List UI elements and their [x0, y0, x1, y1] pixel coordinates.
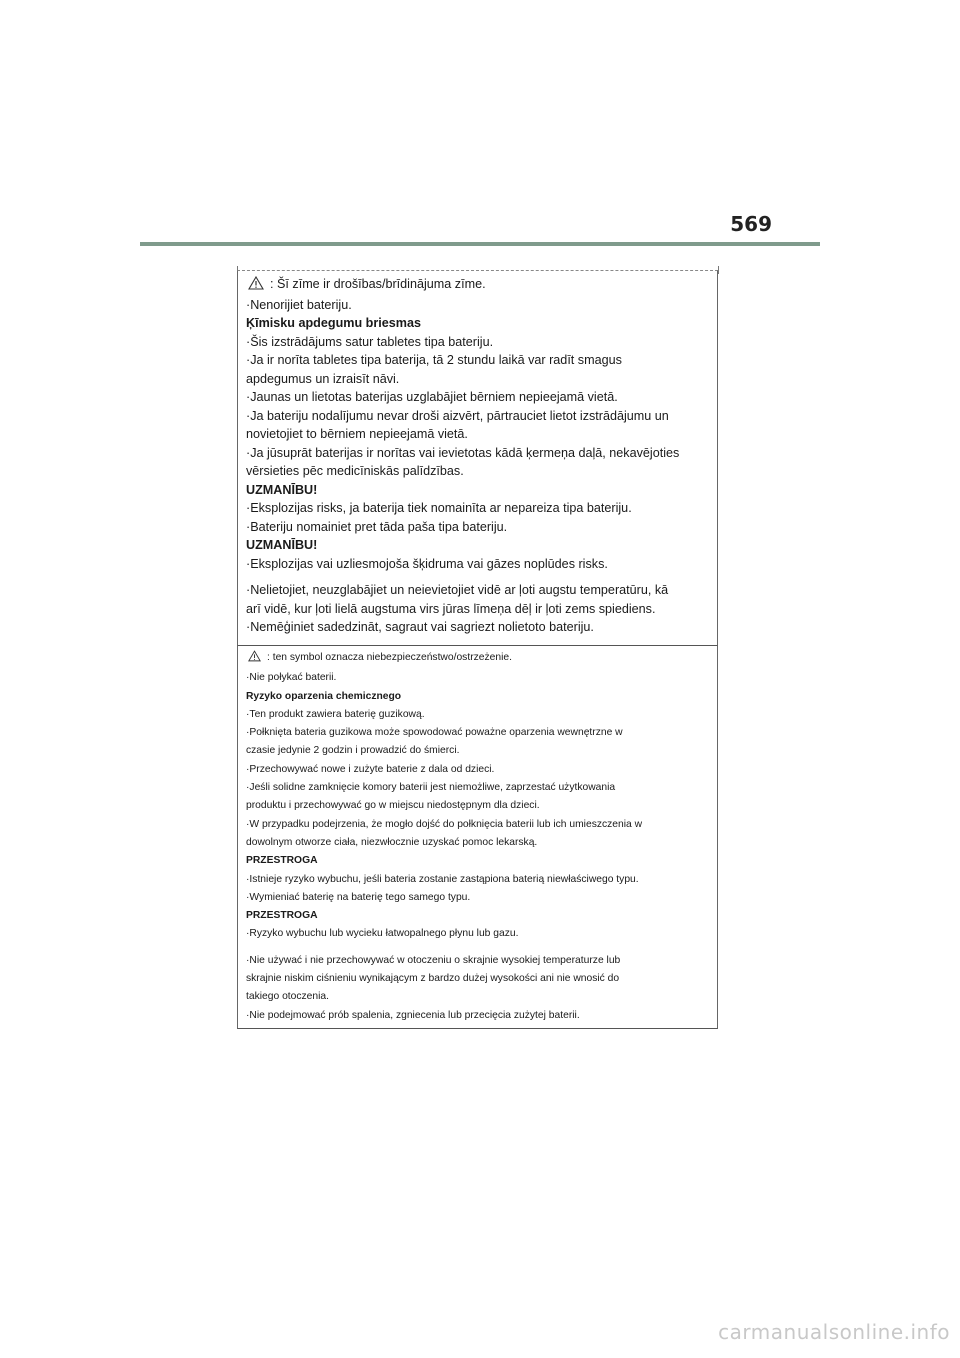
- text-line: ·Ja bateriju nodalījumu nevar droši aizvērt, pārtrauciet lietot izstrādājumu un: [246, 408, 669, 423]
- text-line: ·Wymieniać baterię na baterię tego samego typu.: [246, 891, 471, 903]
- text-line: ·Nie połykać baterii.: [246, 672, 337, 684]
- latvian-warning-content: [246, 275, 707, 637]
- text-line: ·Ryzyko wybuchu lub wycieku łatwopalnego płynu lub gazu.: [246, 928, 519, 940]
- watermark: carmanualsonline.info: [718, 1320, 950, 1344]
- text-line: ·Jeśli solidne zamknięcie komory baterii jest niemożliwe, zaprzestać użytkowania: [246, 782, 616, 794]
- text-line: ·Nenorijiet bateriju.: [246, 297, 352, 312]
- warning-triangle-icon: [248, 276, 264, 296]
- text-line: ·Nie używać i nie przechowywać w otoczeniu o skrajnie wysokiej temperaturze lub: [246, 954, 621, 966]
- text-line: produktu i przechowywać go w miejscu niedostępnym dla dzieci.: [246, 800, 540, 812]
- symbol-note-text: : ten symbol oznacza niebezpieczeństwo/ostrzeżenie.: [267, 652, 512, 663]
- latvian-warning-box: [237, 270, 718, 646]
- text-line: arī vidē, kur ļoti lielā augstuma virs jūras līmeņa dēļ ir ļoti zems spiediens.: [246, 601, 656, 616]
- page-number: 569: [730, 212, 772, 236]
- section-heading: Ryzyko oparzenia chemicznego: [246, 690, 402, 702]
- text-line: ·Nemēģiniet sadedzināt, sagraut vai sagriezt nolietoto bateriju.: [246, 620, 594, 634]
- spacer: [246, 573, 707, 581]
- polish-warning-box: [237, 646, 718, 1029]
- text-line: ·Jaunas un lietotas baterijas uzglabājiet bērniem nepieejamā vietā.: [246, 390, 618, 404]
- text-line: skrajnie niskim ciśnieniu wynikającym z bardzo dużej wysokości ani nie wnosić do: [246, 973, 620, 985]
- text-line: ·Šis izstrādājums satur tabletes tipa bateriju.: [246, 334, 494, 349]
- latvian-lines: [246, 296, 707, 637]
- spacer: [246, 944, 707, 952]
- text-line: ·Nie podejmować prób spalenia, zgniecenia lub przecięcia zużytej baterii.: [246, 1009, 580, 1021]
- header-rule: [140, 242, 820, 246]
- text-line: vērsieties pēc medicīniskās palīdzības.: [246, 464, 464, 478]
- corner-tick-right: [718, 266, 719, 274]
- text-line: ·Istnieje ryzyko wybuchu, jeśli bateria zostanie zastąpiona baterią niewłaściwego typu.: [246, 873, 639, 885]
- text-line: apdegumus un izraisīt nāvi.: [246, 371, 400, 386]
- text-line: ·Nelietojiet, neuzglabājiet un neievietojiet vidē ar ļoti augstu temperatūru, kā: [246, 583, 669, 597]
- polish-warning-content: [246, 649, 707, 1025]
- text-line: ·Ja ir norīta tabletes tipa baterija, tā 2 stundu laikā var radīt smagus: [246, 353, 622, 367]
- text-line: ·Bateriju nomainiet pret tāda paša tipa bateriju.: [246, 519, 508, 534]
- symbol-note-line: [246, 275, 707, 296]
- text-line: takiego otoczenia.: [246, 991, 330, 1003]
- text-line: ·Przechowywać nowe i zużyte baterie z dala od dzieci.: [246, 763, 495, 775]
- text-line: ·Ja jūsuprāt baterijas ir norītas vai ievietotas kādā ķermeņa daļā, nekavējoties: [246, 445, 680, 460]
- warning-triangle-icon: [248, 650, 261, 669]
- text-line: czasie jedynie 2 godzin i prowadzić do śmierci.: [246, 745, 460, 757]
- section-heading: PRZESTROGA: [246, 910, 318, 922]
- text-line: ·Eksplozijas risks, ja baterija tiek nomainīta ar nepareiza tipa bateriju.: [246, 501, 632, 515]
- polish-lines: [246, 669, 707, 1025]
- section-heading: UZMANĪBU!: [246, 482, 318, 497]
- text-line: novietojiet to bērniem nepieejamā vietā.: [246, 427, 468, 441]
- symbol-note-line: [246, 649, 707, 669]
- text-line: ·Eksplozijas vai uzliesmojoša šķidruma vai gāzes noplūdes risks.: [246, 556, 608, 571]
- text-line: ·Połknięta bateria guzikowa może spowodować poważne oparzenia wewnętrzne w: [246, 727, 623, 739]
- section-heading: Ķīmisku apdegumu briesmas: [246, 316, 421, 330]
- text-line: dowolnym otworze ciała, niezwłocznie uzyskać pomoc lekarską.: [246, 836, 538, 848]
- section-heading: PRZESTROGA: [246, 855, 318, 867]
- section-heading: UZMANĪBU!: [246, 538, 318, 552]
- text-line: ·Ten produkt zawiera baterię guzikową.: [246, 708, 425, 720]
- text-line: ·W przypadku podejrzenia, że mogło dojść do połknięcia baterii lub ich umieszczenia w: [246, 818, 643, 830]
- symbol-note-text: : Šī zīme ir drošības/brīdinājuma zīme.: [270, 277, 486, 291]
